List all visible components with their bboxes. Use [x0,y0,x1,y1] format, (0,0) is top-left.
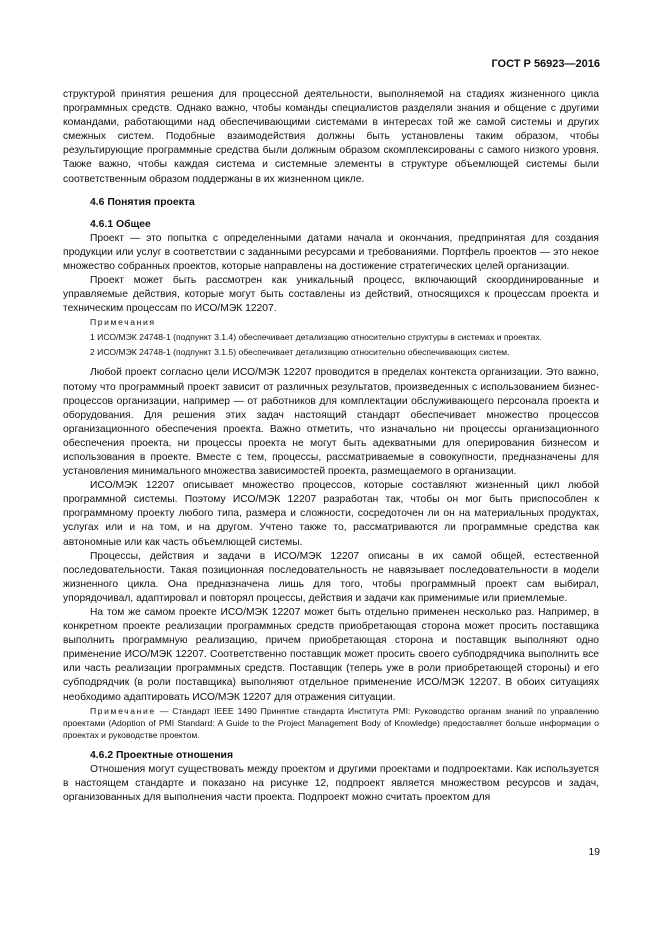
notes-title: Примечания [90,317,156,328]
paragraph-4-6-1-5: Процессы, действия и задачи в ИСО/МЭК 12207 описаны в их самой общей, естественной последовательности. Такая позиционная последовательность не навязывает последовательности в модели жизненного цикла. Она предназначена лишь для того, чтобы программный проект сам выбирал, упорядочивал, адаптировал и повторял процессы, действия и задачи как применимые или приемлемые. [63,550,599,604]
intro-paragraph: структурой принятия решения для процессной деятельности, выполняемой на стадиях жизненного цикла программных средств. Однако важно, чтобы команды специалистов разделяли знания и общение с другими командами, работающими над обеспечивающими системами в интересах той же самой системы и других смежных систем. Подобные взаимодействия должны быть установлены таким образом, чтобы результирующие программные средства были должным образом скомплексированы с самого низкого уровня. Также важно, чтобы каждая система и системные элементы в структуре объемлющей системы были соответственным образом поддержаны в их жизненном цикле. [63,89,599,185]
note-3-label: Примечание [90,705,156,716]
note-3-text: — Стандарт IEEE 1490 Принятие стандарта Института PMI: Руководство органам знаний по управлению проектами (Adoption of PMI Standard: A Guide to the Project Management Body of Knowledge) предоставляет больше информации о проектах и руководстве проектом. [63,705,599,740]
section-4-6-1-title: 4.6.1 Общее [90,218,151,230]
standard-header: ГОСТ Р 56923—2016 [491,58,600,70]
paragraph-4-6-2-1: Отношения могут существовать между проектом и другими проектами и подпроектами. Как используется в настоящем стандарте и показано на рисунке 12, подпроект является множеством ресурсов и задач, организованных для выполнения части проекта. Подпроект можно считать проектом для [63,763,599,803]
document-body [63,88,599,805]
paragraph-4-6-1-2: Проект может быть рассмотрен как уникальный процесс, включающий скоординированные и управляемые действия, которые могут быть составлены из действий, относящихся к процессам проекта и техническим процессам по ИСО/МЭК 12207. [63,275,599,315]
paragraph-4-6-1-3: Любой проект согласно цели ИСО/МЭК 12207 проводится в пределах контекста организации. Это важно, потому что программный проект зависит от различных результатов, произведенных с использованием бизнес-процессов организации, например — от работников для комплектации обслуживающего персонала проекта и оборудования. Для решения этих задач настоящий стандарт обеспечивает множество процессов организационного обеспечения проекта. Важно отметить, что изначально ни процессы организационного обеспечения проекта, ни процессы проекта не могут быть адекватными для оперирования бизнесом и использования в проекте. Вместе с тем, процессы, рассматриваемые в совокупности, предназначены для установления минимального множества зависимостей проекта, размещаемого в организации. [63,367,599,478]
section-4-6-title: 4.6 Понятия проекта [90,196,195,208]
note-2: 2 ИСО/МЭК 24748-1 (подпункт 3.1.5) обеспечивает детализацию относительно обеспечивающих систем. [90,347,510,358]
page-number: 19 [588,847,600,858]
paragraph-4-6-1-6: На том же самом проекте ИСО/МЭК 12207 может быть отдельно применен несколько раз. Например, в конкретном проекте реализации программных средств приобретающая сторона может просить поставщика выполнить программную реализацию, причем приобретающая сторона и поставщик выполняют одно применение ИСО/МЭК 12207. Соответственно поставщик может просить своего субподрядчика выполнить все или часть реализации программных средств. Поставщик (теперь уже в роли приобретающей стороны) и его субподрядчик (в роли поставщика) выполняют отдельное применение ИСО/МЭК 12207. В обоих ситуациях необходимо адаптировать ИСО/МЭК 12207 для отражения ситуации. [63,607,599,703]
section-4-6-2-title: 4.6.2 Проектные отношения [90,749,234,761]
paragraph-4-6-1-1: Проект — это попытка с определенными датами начала и окончания, предпринятая для создания продукции или услуг в соответствии с заданными ресурсами и требованиями. Портфель проектов — это некое множество собранных проектов, которые направлены на достижение стратегических целей организации. [63,232,599,273]
paragraph-4-6-1-4: ИСО/МЭК 12207 описывает множество процессов, которые составляют жизненный цикл любой программной системы. Поэтому ИСО/МЭК 12207 разработан так, чтобы он мог быть приспособлен к программному проекту любого типа, размера и сложности, сосредоточен ли он на материальных продуктах, услугах или и на том, и на другом. Учтено также то, рассматриваются ли программные средства как автономные или как часть объемлющей системы. [63,480,599,548]
note-3 [63,705,599,741]
note-1: 1 ИСО/МЭК 24748-1 (подпункт 3.1.4) обеспечивает детализацию относительно структуры в системах и проектах. [90,332,543,343]
